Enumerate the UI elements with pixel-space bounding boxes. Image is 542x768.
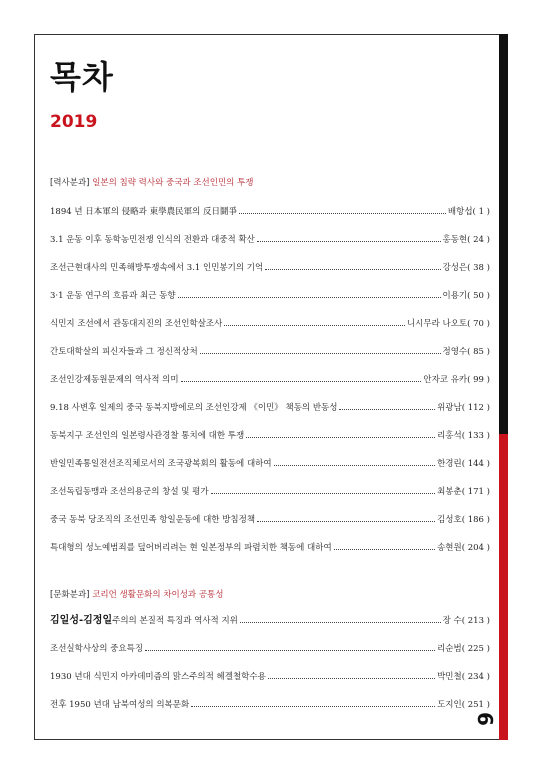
sidebar-bar-black (499, 34, 508, 434)
toc-entry[interactable] (50, 259, 490, 273)
dot-leader (181, 381, 422, 382)
dot-leader (257, 241, 441, 242)
entry-author-page: 배항섭( 1 ) (447, 207, 490, 217)
entry-author-page: 최봉춘( 171 ) (437, 487, 490, 497)
entry-title: 조선독립동맹과 조선의용군의 창설 및 평가 (50, 487, 209, 497)
entry-author-page: 홍동현( 24 ) (442, 235, 490, 245)
entry-author-page: 장 수( 213 ) (442, 616, 490, 626)
dot-leader (334, 549, 435, 550)
section-category: [력사분과] (50, 178, 90, 188)
page-frame (34, 34, 508, 740)
toc-entry[interactable] (50, 539, 490, 553)
entry-title: 3.1 운동 이후 동학농민전쟁 인식의 전환과 대중적 확산 (50, 235, 255, 245)
entry-author-page: 위광남( 112 ) (437, 403, 490, 413)
entry-title: 전후 1950 년대 남북여성의 의복문화 (50, 700, 190, 710)
toc-entry[interactable] (50, 343, 490, 357)
toc-entry[interactable] (50, 399, 490, 413)
toc-entry[interactable] (50, 668, 490, 682)
section-header-culture (50, 588, 223, 600)
section-topic: 코리언 생활문화의 차이성과 공통성 (92, 590, 224, 600)
entry-author-page: 리순범( 225 ) (437, 644, 490, 654)
dot-leader (274, 465, 435, 466)
dot-leader (145, 650, 435, 651)
year-heading: 2019 (50, 112, 98, 132)
dot-leader (211, 493, 435, 494)
entry-title (50, 611, 238, 626)
entry-title: 동북지구 조선인의 일본령사관경찰 통치에 대한 투쟁 (50, 431, 245, 441)
toc-entry[interactable] (50, 203, 490, 217)
toc-entry[interactable] (50, 455, 490, 469)
entry-author-page: 한경린( 144 ) (437, 459, 490, 469)
entry-title: 조선인강제동원문제의 역사적 의미 (50, 375, 179, 385)
toc-entry[interactable] (50, 231, 490, 245)
entry-title: 9.18 사변후 일제의 중국 동북지방에로의 조선인강제 《이민》 책동의 반동성 (50, 403, 338, 413)
entry-author-page: 정영수( 85 ) (442, 347, 490, 357)
section-topic: 일본의 침략 력사와 중국과 조선인민의 투쟁 (92, 178, 254, 188)
entry-title: 반일민족통일전선조직체로서의 조국광복회의 활동에 대하여 (50, 459, 272, 469)
entry-author-page: 안자코 유카( 99 ) (423, 375, 490, 385)
entry-title: 3·1 운동 연구의 흐름과 최근 동향 (50, 291, 176, 301)
dot-leader (178, 297, 441, 298)
page-title: 목차 (50, 58, 114, 96)
entry-author-page: 강성은( 38 ) (442, 263, 490, 273)
entry-author-page: 박민철( 234 ) (437, 672, 490, 682)
entry-title: 조선근현대사의 민족해방투쟁속에서 3.1 인민봉기의 기억 (50, 263, 264, 273)
toc-entry[interactable] (50, 371, 490, 385)
toc-entry[interactable] (50, 696, 490, 710)
entry-title: 특대형의 성노예범죄를 덮어버리려는 현 일본정부의 파렴치한 책동에 대하여 (50, 543, 332, 553)
toc-entry[interactable] (50, 427, 490, 441)
entry-author-page: 도지인( 251 ) (437, 700, 490, 710)
dot-leader (200, 353, 441, 354)
dot-leader (268, 678, 435, 679)
dot-leader (240, 622, 441, 623)
dot-leader (191, 706, 435, 707)
toc-entry[interactable] (50, 483, 490, 497)
dot-leader (339, 409, 435, 410)
entry-author-page: 리홍석( 133 ) (437, 431, 490, 441)
entry-title: 간토대학살의 피신자들과 그 정신적상처 (50, 347, 198, 357)
entry-title: 1930 년대 식민지 아카데미즘의 맑스주의적 헤겔철학수용 (50, 672, 266, 682)
entry-title-rest: 주의의 본질적 특징과 역사적 지위 (112, 616, 238, 626)
toc-entry[interactable] (50, 640, 490, 654)
toc-entry[interactable] (50, 612, 490, 626)
toc-entry[interactable] (50, 511, 490, 525)
toc-entry[interactable] (50, 315, 490, 329)
entry-title: 1894 년 日本軍의 侵略과 東學農民軍의 反日鬪爭 (50, 207, 237, 217)
entry-author-page: 김성호( 186 ) (437, 515, 490, 525)
sidebar-bar-red (499, 434, 508, 740)
entry-author-page: 송현원( 204 ) (437, 543, 490, 553)
dot-leader (224, 325, 405, 326)
dot-leader (265, 269, 440, 270)
section-header-history (50, 176, 254, 188)
entry-author-page: 니시무라 나오토( 70 ) (406, 319, 490, 329)
dot-leader (257, 521, 435, 522)
section-category: [문화분과] (50, 590, 90, 600)
toc-entry[interactable] (50, 287, 490, 301)
entry-title: 중국 동북 당조직의 조선민족 항일운동에 대한 방침정책 (50, 515, 256, 525)
entry-author-page: 이용기( 50 ) (442, 291, 490, 301)
entry-title-highlight: 김일성-김정일 (50, 615, 113, 626)
entry-title: 조선실학사상의 중요특징 (50, 644, 144, 654)
entry-title: 식민지 조선에서 관동대지진의 조선인학살조사 (50, 319, 223, 329)
dot-leader (239, 213, 446, 214)
page-number: 6 (473, 712, 497, 726)
dot-leader (246, 437, 435, 438)
